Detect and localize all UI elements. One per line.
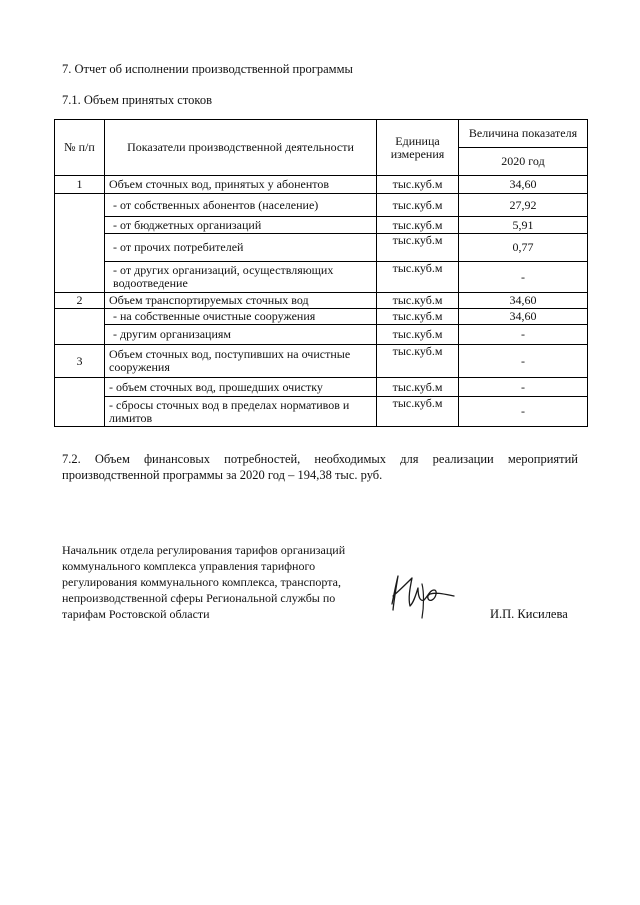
table-row <box>55 309 588 325</box>
table-row <box>55 194 588 217</box>
handwritten-signature <box>382 566 462 620</box>
row-unit: тыс.куб.м <box>377 293 459 309</box>
table-row <box>55 262 588 293</box>
signatory-line: Начальник отдела регулирования тарифов организаций <box>62 543 346 557</box>
row-value: 5,91 <box>459 217 588 234</box>
row-value: 27,92 <box>459 194 588 217</box>
row-value: - <box>459 262 588 293</box>
finance-paragraph <box>62 451 578 483</box>
table-row <box>55 176 588 194</box>
row-number: 2 <box>55 293 105 309</box>
finance-line-2: производственной программы за 2020 год – 194,38 тыс. руб. <box>62 468 383 482</box>
row-unit: тыс.куб.м <box>377 217 459 234</box>
row-value: - <box>459 325 588 345</box>
row-indicator: - от собственных абонентов (население) <box>105 194 377 217</box>
row-indicator: Объем транспортируемых сточных вод <box>105 293 377 309</box>
row-indicator: Объем сточных вод, поступивших на очистные сооружения <box>105 345 377 378</box>
row-unit: тыс.куб.м <box>377 378 459 397</box>
signatory-position <box>62 542 382 622</box>
table-row <box>55 325 588 345</box>
row-number <box>55 194 105 293</box>
row-indicator: - от других организаций, осуществляющих водоотведение <box>105 262 377 293</box>
signatory-line: тарифам Ростовской области <box>62 607 210 621</box>
header-number: № п/п <box>55 120 105 176</box>
signatory-line: непроизводственной сферы Региональной службы по <box>62 591 336 605</box>
row-unit: тыс.куб.м <box>377 194 459 217</box>
signatory-line: регулирования коммунального комплекса, транспорта, <box>62 575 341 589</box>
table-row <box>55 217 588 234</box>
row-indicator: - сбросы сточных вод в пределах нормативов и лимитов <box>105 397 377 427</box>
row-indicator: - другим организациям <box>105 325 377 345</box>
finance-line-1: 7.2. Объем финансовых потребностей, необходимых для реализации мероприятий <box>62 452 578 466</box>
row-unit: тыс.куб.м <box>377 345 459 378</box>
row-value: 34,60 <box>459 309 588 325</box>
row-number: 1 <box>55 176 105 194</box>
row-number: 3 <box>55 345 105 378</box>
header-unit: Единица измерения <box>377 120 459 176</box>
table-row <box>55 378 588 397</box>
row-indicator: - от прочих потребителей <box>105 234 377 262</box>
row-number <box>55 309 105 345</box>
row-unit: тыс.куб.м <box>377 309 459 325</box>
table-row <box>55 397 588 427</box>
row-unit: тыс.куб.м <box>377 397 459 427</box>
table-row <box>55 234 588 262</box>
row-unit: тыс.куб.м <box>377 262 459 293</box>
row-number <box>55 378 105 427</box>
row-value: - <box>459 345 588 378</box>
row-unit: тыс.куб.м <box>377 176 459 194</box>
row-unit: тыс.куб.м <box>377 234 459 262</box>
row-indicator: - на собственные очистные сооружения <box>105 309 377 325</box>
row-indicator: - объем сточных вод, прошедших очистку <box>105 378 377 397</box>
header-value: Величина показателя <box>459 120 588 148</box>
row-value: 0,77 <box>459 234 588 262</box>
header-year: 2020 год <box>459 148 588 176</box>
section-heading: 7. Отчет об исполнении производственной программы <box>62 62 353 76</box>
row-value: - <box>459 397 588 427</box>
production-program-table <box>54 119 588 427</box>
table-row <box>55 293 588 309</box>
row-value: 34,60 <box>459 293 588 309</box>
subsection-heading: 7.1. Объем принятых стоков <box>62 93 212 107</box>
row-indicator: Объем сточных вод, принятых у абонентов <box>105 176 377 194</box>
row-value: 34,60 <box>459 176 588 194</box>
signatory-name: И.П. Кисилева <box>490 607 568 621</box>
row-unit: тыс.куб.м <box>377 325 459 345</box>
signatory-line: коммунального комплекса управления тарифного <box>62 559 316 573</box>
row-indicator: - от бюджетных организаций <box>105 217 377 234</box>
table-row <box>55 345 588 378</box>
header-indicator: Показатели производственной деятельности <box>105 120 377 176</box>
row-value: - <box>459 378 588 397</box>
